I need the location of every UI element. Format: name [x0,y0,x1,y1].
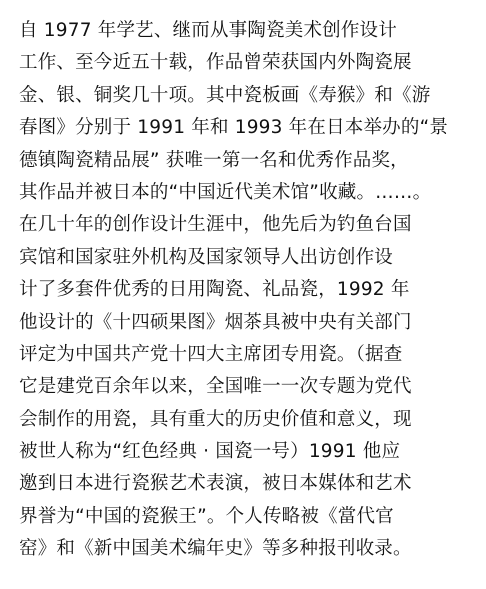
text-line-17: 窑》和《新中国美术编年史》等多种报刊收录。 [19,538,412,560]
text-line-4: 春图》分别于 1991 年和 1993 年在日本举办的“景 [19,117,449,139]
text-line-15: 邀到日本进行瓷猴艺术表演，被日本媒体和艺术 [19,473,412,495]
text-line-1: 自 1977 年学艺、继而从事陶瓷美术创作设计 [19,20,397,41]
text-line-7: 在几十年的创作设计生涯中，他先后为钓鱼台国 [19,214,412,236]
text-line-10: 他设计的《十四硕果图》烟茶具被中央有关部门 [19,311,412,333]
document-text-block [19,15,474,566]
text-line-6: 其作品并被日本的“中国近代美术馆”收藏。……。 [19,181,432,203]
text-line-13: 会制作的用瓷，具有重大的历史价值和意义，现 [19,408,412,430]
text-line-11: 评定为中国共产党十四大主席团专用瓷。（据查 [19,343,403,365]
text-line-5: 德镇陶瓷精品展” 获唯一第一名和优秀作品奖， [19,149,409,171]
text-line-3: 金、银、铜奖几十项。其中瓷板画《寿猴》和《游 [19,84,431,106]
text-line-2: 工作、至今近五十载，作品曾荣获国内外陶瓷展 [19,52,412,74]
text-line-16: 界誉为“中国的瓷猴王”。个人传略被《當代官 [19,505,394,527]
text-line-12: 它是建党百余年以来，全国唯一一次专题为党代 [19,376,412,398]
text-line-8: 宾馆和国家驻外机构及国家领导人出访创作设 [19,246,394,268]
text-line-14: 被世人称为“红色经典 · 国瓷一号）1991 他应 [19,441,401,463]
text-line-9: 计了多套件优秀的日用陶瓷、礼品瓷，1992 年 [19,279,410,301]
